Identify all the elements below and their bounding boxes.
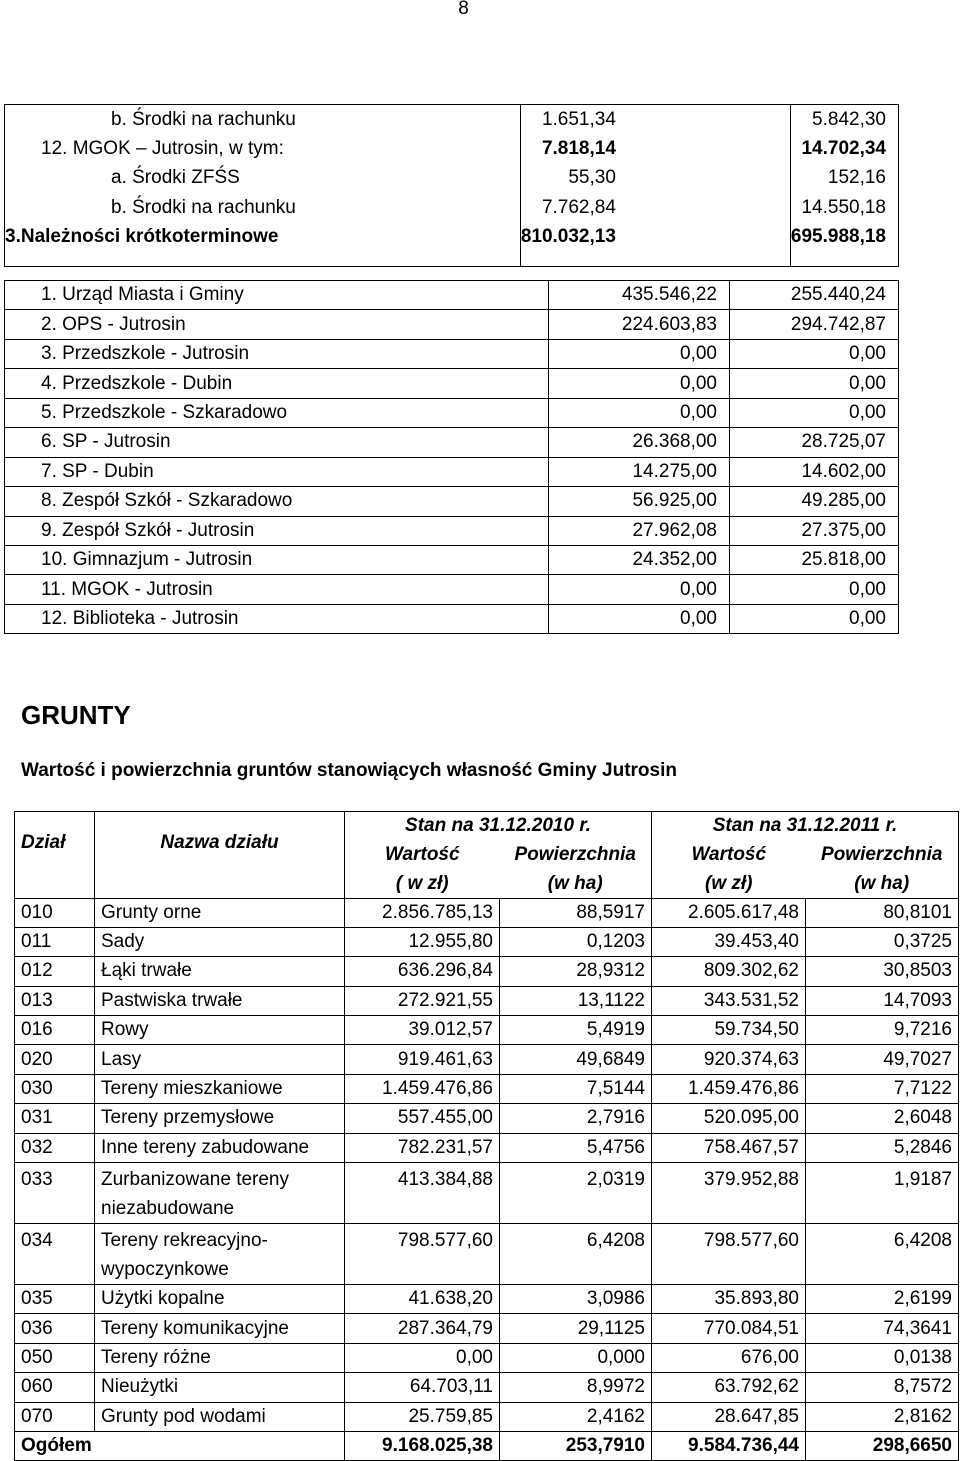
spacer-row: [5, 252, 899, 266]
table-row: [5, 193, 899, 223]
table-row: [15, 1285, 959, 1314]
wartosc-2011: 35.893,80: [652, 1285, 806, 1314]
value-2011: 14.550,18: [801, 196, 886, 218]
wartosc-2011: 379.952,88: [652, 1163, 806, 1224]
dzial-name: Inne tereny zabudowane: [95, 1133, 345, 1162]
table-row: [15, 1343, 959, 1372]
dzial-name: Nieużytki: [95, 1373, 345, 1402]
total-powierzchnia-2010: 253,7910: [500, 1431, 652, 1460]
table-row: [15, 898, 959, 927]
powierzchnia-2010: 7,5144: [500, 1074, 652, 1103]
wartosc-2011: 676,00: [652, 1343, 806, 1372]
row-label: a. Środki ZFŚS: [5, 164, 521, 194]
powierzchnia-2011: 6,4208: [806, 1224, 959, 1285]
table-row: [5, 164, 899, 194]
value-2011: 14.702,34: [801, 137, 886, 159]
dzial-code: 036: [15, 1314, 95, 1343]
value-2010: 0,00: [549, 369, 730, 398]
dzial-name: Łąki trwałe: [95, 957, 345, 986]
dzial-name: Grunty pod wodami: [95, 1402, 345, 1431]
table-row: [15, 1373, 959, 1402]
unit-name: 10. Gimnazjum - Jutrosin: [5, 545, 549, 574]
dzial-name: Rowy: [95, 1016, 345, 1045]
value-2010: 7.818,14: [520, 134, 790, 164]
table-row: [15, 1104, 959, 1133]
value-2010: 224.603,83: [549, 310, 730, 339]
cash-table: [4, 104, 899, 267]
section-subtitle: Wartość i powierzchnia gruntów stanowiących własność Gminy Jutrosin: [21, 760, 677, 781]
table-row: [15, 927, 959, 956]
header-pow-2010-l1: Powierzchnia: [514, 843, 636, 865]
value-2011: 695.988,18: [790, 226, 886, 248]
powierzchnia-2011: 0,0138: [806, 1343, 959, 1372]
table-row: [15, 1224, 959, 1285]
wartosc-2011: 59.734,50: [652, 1016, 806, 1045]
wartosc-2010: 636.296,84: [345, 957, 500, 986]
wartosc-2010: 0,00: [345, 1343, 500, 1372]
wartosc-2011: 758.467,57: [652, 1133, 806, 1162]
powierzchnia-2010: 8,9972: [500, 1373, 652, 1402]
table-row: [5, 223, 899, 253]
table-row: [15, 957, 959, 986]
table-row: [5, 369, 899, 398]
total-row: [15, 1431, 959, 1460]
wartosc-2010: 2.856.785,13: [345, 898, 500, 927]
wartosc-2010: 41.638,20: [345, 1285, 500, 1314]
table-row: [15, 1045, 959, 1074]
dzial-code: 060: [15, 1373, 95, 1402]
row-label: 12. MGOK – Jutrosin, w tym:: [5, 134, 521, 164]
powierzchnia-2011: 2,6048: [806, 1104, 959, 1133]
header-wartosc-2011-l1: Wartość: [691, 843, 767, 865]
value-2010: 27.962,08: [549, 516, 730, 545]
powierzchnia-2010: 0,1203: [500, 927, 652, 956]
unit-name: 12. Biblioteka - Jutrosin: [5, 604, 549, 633]
wartosc-2010: 25.759,85: [345, 1402, 500, 1431]
unit-name: 11. MGOK - Jutrosin: [5, 575, 549, 604]
wartosc-2011: 28.647,85: [652, 1402, 806, 1431]
value-2011: 27.375,00: [730, 516, 899, 545]
dzial-name: Sady: [95, 927, 345, 956]
dzial-code: 050: [15, 1343, 95, 1372]
header-pow-2010-l2: (w ha): [547, 872, 603, 894]
value-2011: 152,16: [827, 167, 886, 189]
wartosc-2011: 39.453,40: [652, 927, 806, 956]
value-2011: 255.440,24: [730, 281, 899, 310]
table-row: [15, 986, 959, 1015]
powierzchnia-2011: 2,8162: [806, 1402, 959, 1431]
wartosc-2010: 413.384,88: [345, 1163, 500, 1224]
value-2010: 55,30: [520, 164, 790, 194]
header-wartosc-2010-l2: ( w zł): [395, 872, 449, 894]
total-label: Ogółem: [15, 1431, 345, 1460]
dzial-code: 013: [15, 986, 95, 1015]
table-row: [5, 281, 899, 310]
powierzchnia-2011: 1,9187: [806, 1163, 959, 1224]
powierzchnia-2011: 2,6199: [806, 1285, 959, 1314]
wartosc-2011: 343.531,52: [652, 986, 806, 1015]
section-title: GRUNTY: [21, 700, 131, 730]
dzial-code: 010: [15, 898, 95, 927]
wartosc-2010: 557.455,00: [345, 1104, 500, 1133]
value-2010: 435.546,22: [549, 281, 730, 310]
dzial-name: Tereny mieszkaniowe: [95, 1074, 345, 1103]
value-2010: 0,00: [549, 575, 730, 604]
unit-name: 8. Zespół Szkół - Szkaradowo: [5, 487, 549, 516]
wartosc-2011: 1.459.476,86: [652, 1074, 806, 1103]
table-row: [5, 398, 899, 427]
wartosc-2011: 920.374,63: [652, 1045, 806, 1074]
header-dzial: Dział: [15, 812, 95, 899]
dzial-name: Tereny komunikacyjne: [95, 1314, 345, 1343]
wartosc-2011: 809.302,62: [652, 957, 806, 986]
table-row: [5, 604, 899, 633]
dzial-name: Tereny przemysłowe: [95, 1104, 345, 1133]
powierzchnia-2011: 49,7027: [806, 1045, 959, 1074]
powierzchnia-2010: 2,7916: [500, 1104, 652, 1133]
value-2011: 0,00: [730, 604, 899, 633]
powierzchnia-2011: 74,3641: [806, 1314, 959, 1343]
wartosc-2011: 63.792,62: [652, 1373, 806, 1402]
powierzchnia-2011: 0,3725: [806, 927, 959, 956]
wartosc-2011: 770.084,51: [652, 1314, 806, 1343]
unit-name: 3. Przedszkole - Jutrosin: [5, 339, 549, 368]
unit-name: 7. SP - Dubin: [5, 457, 549, 486]
powierzchnia-2010: 28,9312: [500, 957, 652, 986]
dzial-name: Tereny różne: [95, 1343, 345, 1372]
dzial-name: Grunty orne: [95, 898, 345, 927]
table-row: [5, 105, 899, 135]
value-2011: 25.818,00: [730, 545, 899, 574]
value-2010: 0,00: [549, 398, 730, 427]
dzial-code: 035: [15, 1285, 95, 1314]
wartosc-2010: 64.703,11: [345, 1373, 500, 1402]
unit-name: 1. Urząd Miasta i Gminy: [5, 281, 549, 310]
dzial-name: Zurbanizowane tereny niezabudowane: [95, 1163, 345, 1224]
dzial-code: 032: [15, 1133, 95, 1162]
powierzchnia-2011: 5,2846: [806, 1133, 959, 1162]
powierzchnia-2011: 8,7572: [806, 1373, 959, 1402]
table-row: [5, 134, 899, 164]
value-2010: 26.368,00: [549, 428, 730, 457]
dzial-name: Tereny rekreacyjno-wypoczynkowe: [95, 1224, 345, 1285]
row-label: b. Środki na rachunku: [5, 105, 521, 135]
header-stan-2010: Stan na 31.12.2010 r.: [345, 812, 652, 840]
wartosc-2011: 520.095,00: [652, 1104, 806, 1133]
dzial-name: Lasy: [95, 1045, 345, 1074]
value-2011: 0,00: [730, 575, 899, 604]
powierzchnia-2010: 5,4919: [500, 1016, 652, 1045]
header-wartosc-2010-l1: Wartość: [384, 843, 460, 865]
receivables-table: [4, 280, 899, 634]
dzial-code: 016: [15, 1016, 95, 1045]
wartosc-2010: 272.921,55: [345, 986, 500, 1015]
powierzchnia-2011: 80,8101: [806, 898, 959, 927]
table-row: [5, 310, 899, 339]
total-powierzchnia-2011: 298,6650: [806, 1431, 959, 1460]
dzial-code: 020: [15, 1045, 95, 1074]
row-label: 3.Należności krótkoterminowe: [5, 223, 521, 253]
powierzchnia-2011: 30,8503: [806, 957, 959, 986]
unit-name: 5. Przedszkole - Szkaradowo: [5, 398, 549, 427]
wartosc-2010: 1.459.476,86: [345, 1074, 500, 1103]
dzial-code: 030: [15, 1074, 95, 1103]
powierzchnia-2010: 13,1122: [500, 986, 652, 1015]
row-label: b. Środki na rachunku: [5, 193, 521, 223]
powierzchnia-2010: 88,5917: [500, 898, 652, 927]
value-2011: 49.285,00: [730, 487, 899, 516]
header-nazwa: Nazwa działu: [95, 812, 345, 899]
wartosc-2010: 798.577,60: [345, 1224, 500, 1285]
table-row: [5, 575, 899, 604]
table-row: [15, 1074, 959, 1103]
value-2010: 0,00: [549, 604, 730, 633]
wartosc-2010: 12.955,80: [345, 927, 500, 956]
table-row: [5, 516, 899, 545]
dzial-name: Pastwiska trwałe: [95, 986, 345, 1015]
powierzchnia-2010: 3,0986: [500, 1285, 652, 1314]
table-row: [15, 1163, 959, 1224]
unit-name: 9. Zespół Szkół - Jutrosin: [5, 516, 549, 545]
dzial-code: 031: [15, 1104, 95, 1133]
powierzchnia-2011: 14,7093: [806, 986, 959, 1015]
dzial-code: 033: [15, 1163, 95, 1224]
header-pow-2011: [806, 840, 959, 899]
land-table: [14, 811, 959, 1461]
unit-name: 6. SP - Jutrosin: [5, 428, 549, 457]
table-row: [15, 1016, 959, 1045]
powierzchnia-2010: 49,6849: [500, 1045, 652, 1074]
value-2011: 0,00: [730, 339, 899, 368]
powierzchnia-2011: 7,7122: [806, 1074, 959, 1103]
page-number: 8: [458, 0, 469, 19]
value-2010: 810.032,13: [520, 223, 790, 253]
value-2010: 1.651,34: [520, 105, 790, 135]
wartosc-2011: 2.605.617,48: [652, 898, 806, 927]
wartosc-2010: 39.012,57: [345, 1016, 500, 1045]
table-row: [5, 545, 899, 574]
table-row: [15, 1133, 959, 1162]
header-stan-2011: Stan na 31.12.2011 r.: [652, 812, 959, 840]
table-row: [5, 428, 899, 457]
header-pow-2010: [500, 840, 652, 899]
value-2010: 7.762,84: [520, 193, 790, 223]
table-row: [15, 1402, 959, 1431]
dzial-code: 034: [15, 1224, 95, 1285]
value-2011: 294.742,87: [730, 310, 899, 339]
value-2010: 0,00: [549, 339, 730, 368]
total-wartosc-2010: 9.168.025,38: [345, 1431, 500, 1460]
table-row: [15, 1314, 959, 1343]
total-wartosc-2011: 9.584.736,44: [652, 1431, 806, 1460]
wartosc-2010: 782.231,57: [345, 1133, 500, 1162]
header-wartosc-2011-l2: (w zł): [705, 872, 753, 894]
value-2011: 28.725,07: [730, 428, 899, 457]
value-2011: 0,00: [730, 398, 899, 427]
dzial-name: Użytki kopalne: [95, 1285, 345, 1314]
header-pow-2011-l2: (w ha): [854, 872, 910, 894]
powierzchnia-2010: 2,0319: [500, 1163, 652, 1224]
header-wartosc-2010: [345, 840, 500, 899]
powierzchnia-2011: 9,7216: [806, 1016, 959, 1045]
table-row: [5, 487, 899, 516]
unit-name: 2. OPS - Jutrosin: [5, 310, 549, 339]
value-2011: 0,00: [730, 369, 899, 398]
unit-name: 4. Przedszkole - Dubin: [5, 369, 549, 398]
value-2011: 14.602,00: [730, 457, 899, 486]
powierzchnia-2010: 29,1125: [500, 1314, 652, 1343]
table-row: [5, 457, 899, 486]
wartosc-2011: 798.577,60: [652, 1224, 806, 1285]
dzial-code: 070: [15, 1402, 95, 1431]
powierzchnia-2010: 2,4162: [500, 1402, 652, 1431]
value-2010: 14.275,00: [549, 457, 730, 486]
table-row: [5, 339, 899, 368]
header-pow-2011-l1: Powierzchnia: [821, 843, 943, 865]
powierzchnia-2010: 5,4756: [500, 1133, 652, 1162]
header-wartosc-2011: [652, 840, 806, 899]
dzial-code: 011: [15, 927, 95, 956]
powierzchnia-2010: 0,000: [500, 1343, 652, 1372]
value-2011: 5.842,30: [812, 108, 886, 130]
wartosc-2010: 287.364,79: [345, 1314, 500, 1343]
value-2010: 24.352,00: [549, 545, 730, 574]
wartosc-2010: 919.461,63: [345, 1045, 500, 1074]
value-2010: 56.925,00: [549, 487, 730, 516]
powierzchnia-2010: 6,4208: [500, 1224, 652, 1285]
dzial-code: 012: [15, 957, 95, 986]
